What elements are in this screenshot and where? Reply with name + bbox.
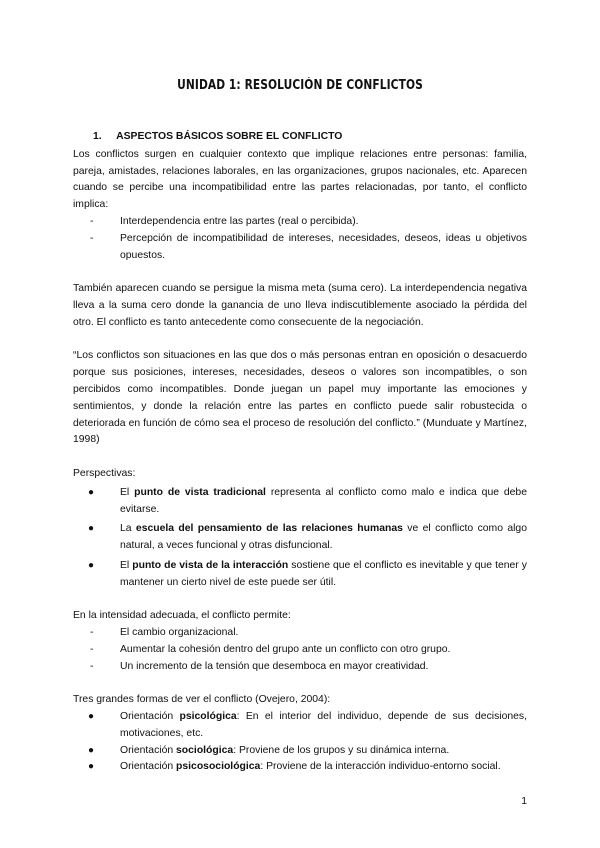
intro-paragraph: Los conflictos surgen en cualquier contexto que implique relaciones entre personas: familia, pareja, amistades, relaciones laborales, en las organizaciones, grupos nacionales, etc. Aparecen cuando se percibe una incompatibilidad entre las partes relacionadas, por tanto, el conflicto implica: [73,148,527,211]
dash-marker: - [90,627,94,639]
list-item: - Aumentar la cohesión dentro del grupo ante un conflicto con otro grupo. [73,642,527,659]
forms-label: Tres grandes formas de ver el conflicto (Ovejero, 2004): [73,694,331,706]
permits-label: En la intensidad adecuada, el conflicto permite: [73,610,291,622]
bullet-marker: ● [88,486,95,498]
perspectives-list [73,485,527,592]
page-title: UNIDAD 1: RESOLUCIÓN DE CONFLICTOS [177,78,423,93]
list-item: - Percepción de incompatibilidad de intereses, necesidades, deseos, ideas u objetivos opuestos. [90,232,527,261]
list-item: ● Orientación psicológica: En el interior del individuo, depende de sus decisiones, motivaciones, etc. [88,711,527,739]
document-body [73,129,527,776]
section-number: 1. [93,131,102,142]
bullet-marker: ● [88,744,95,756]
page-number: 1 [521,796,527,807]
quote-paragraph: “Los conflictos son situaciones en las que dos o más personas entran en oposición o desacuerdo porque sus posiciones, intereses, necesidades, deseos o valores son incompatibles, o son percibidos como incompatibles. Donde juegan un papel muy importante las emociones y sentimientos, y donde la relación entre las partes en conflicto puede salir robustecida o deteriorada en función de cómo sea el proceso de resolución del conflicto.” (Munduate y Martínez, 1998) [73,350,527,446]
dash-marker: - [90,660,94,672]
list-item: ● El punto de vista de la interacción sostiene que el conflicto es inevitable y que tener y mantener un cierto nivel de este puede ser útil. [88,559,527,588]
permits-list [73,625,527,675]
bullet-marker: ● [88,523,95,535]
dash-marker: - [90,215,94,227]
bullet-marker: ● [88,711,95,723]
list-item: ● Orientación sociológica: Proviene de los grupos y su dinámica interna. [73,743,527,760]
dash-marker: - [90,232,94,244]
list-item: ● La escuela del pensamiento de las relaciones humanas ve el conflicto como algo natural, a veces funcional y otras disfuncional. [88,523,527,552]
list-item: - Interdependencia entre las partes (real o percibida). [73,214,527,231]
list-item: - El cambio organizacional. [73,625,527,642]
list-item: ● El punto de vista tradicional representa al conflicto como malo e indica que debe evitarse. [88,486,527,515]
bullet-marker: ● [88,761,95,773]
section-heading [73,129,527,146]
bullet-marker: ● [88,559,95,571]
section-heading-text: ASPECTOS BÁSICOS SOBRE EL CONFLICTO [116,131,343,142]
forms-list [73,709,527,776]
zero-sum-paragraph: También aparecen cuando se persigue la misma meta (suma cero). La interdependencia negativa lleva a la suma cero donde la ganancia de uno lleva indiscutiblemente asociado la pérdida del otro. El conflicto es tanto antecedente como consecuente de la negociación. [73,283,527,328]
dash-marker: - [90,643,94,655]
list-item: ● Orientación psicosociológica: Proviene de la interacción individuo-entorno social. [73,759,527,776]
list-item: - Un incremento de la tensión que desemboca en mayor creatividad. [73,659,527,676]
perspectives-label: Perspectivas: [73,467,136,479]
implies-list [73,214,527,264]
